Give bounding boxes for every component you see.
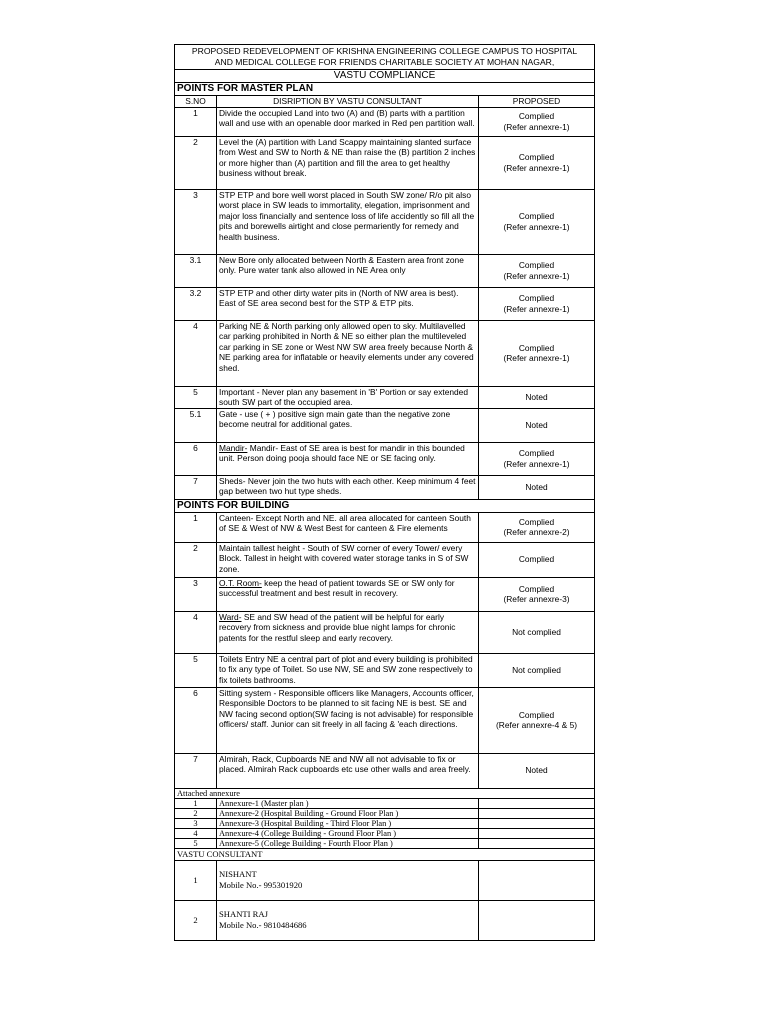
consultant-mobile: Mobile No.- 995301920 (219, 880, 303, 890)
annexure-item-row (175, 838, 595, 848)
item-description-text: STP ETP and other dirty water pits in (North of NW area is best). East of SE area second best for the STP & ETP pits. (219, 287, 459, 308)
item-description-text: Canteen- Except North and NE. all area allocated for canteen South of SE & West of NW & West Best for canteen & Fire elements (219, 512, 471, 533)
annexure-item-row (175, 798, 595, 808)
consultant-heading: VASTU CONSULTANT (175, 848, 595, 860)
item-number: 6 (175, 687, 217, 753)
item-number: 5 (175, 653, 217, 687)
annexure-number: 5 (175, 838, 217, 848)
proposed-status-cell (479, 254, 595, 287)
proposed-status-cell (479, 577, 595, 611)
item-description-text: Parking NE & North parking only allowed open to sky. Multilavelled car parking prohibited in North & NE so either plan the multileveled car parking in SE zone or West NW SW area freely because North & NE parking area for inflatable or heavily elements under any covered shed. (219, 320, 474, 373)
proposed-status: Noted (525, 419, 548, 430)
item-description-text: Important - Never plan any basement in 'B' Portion or say extended south SW part of the occupied area. (219, 386, 468, 407)
proposed-status: Complied (518, 516, 555, 527)
building-heading: POINTS FOR BUILDING (175, 499, 595, 512)
item-description (217, 386, 479, 408)
consultant-name: NISHANT (219, 869, 257, 879)
item-lead-label: Mandir- (219, 442, 248, 453)
item-description-text: Almirah, Rack, Cupboards NE and NW all not advisable to fix or placed. Almirah Rack cupboards etc use other walls and area freely. (219, 753, 471, 774)
item-number: 6 (175, 442, 217, 475)
annexure-title: Annexure-3 (Hospital Building - Third Floor Plan ) (217, 818, 479, 828)
master-plan-item-row (175, 408, 595, 442)
proposed-status: Not complied (512, 664, 561, 675)
item-number: 5 (175, 386, 217, 408)
master-plan-item-row (175, 107, 595, 136)
proposed-status-cell (479, 653, 595, 687)
item-description (217, 512, 479, 542)
item-description-text: New Bore only allocated between North & Eastern area front zone only. Pure water tank also allowed in NE Area only (219, 254, 464, 275)
proposed-status-cell (479, 386, 595, 408)
consultant-row (175, 900, 595, 940)
annexure-empty-cell (479, 838, 595, 848)
item-number: 1 (175, 512, 217, 542)
proposed-status: Complied (518, 260, 555, 270)
proposed-status: Complied (518, 111, 555, 121)
building-item-row (175, 611, 595, 653)
proposed-reference: (Refer annexre-3) (503, 594, 570, 604)
item-description (217, 254, 479, 287)
consultant-number: 2 (175, 900, 217, 940)
column-header-proposed: PROPOSED (479, 96, 595, 108)
item-description-text: STP ETP and bore well worst placed in South SW zone/ R/o pit also worst place in SW leads to immortality, elegation, imprisonment and major loss financially and sentence loss of life accidently so fill all the pits and borewells airtight and close permariently for remedy and health business. (219, 189, 475, 242)
proposed-status: Complied (518, 293, 555, 303)
proposed-status-cell (479, 442, 595, 475)
item-number: 4 (175, 611, 217, 653)
annexure-empty-cell (479, 808, 595, 818)
item-description-text: Toilets Entry NE a central part of plot and every building is prohibited to fix any type of Toilet. So use NW, SE and SW zone respectively to fix toilets bathrooms. (219, 653, 473, 685)
item-number: 3 (175, 577, 217, 611)
item-number: 3.1 (175, 254, 217, 287)
consultant-number: 1 (175, 860, 217, 900)
proposed-reference: (Refer annexre-1) (503, 270, 570, 281)
proposed-reference: (Refer annexre-1) (503, 458, 570, 469)
annexure-empty-cell (479, 818, 595, 828)
document-subtitle: VASTU COMPLIANCE (175, 70, 595, 83)
item-number: 2 (175, 542, 217, 577)
proposed-status: Complied (518, 342, 555, 353)
proposed-reference: (Refer annexre-1) (503, 121, 570, 132)
master-plan-heading: POINTS FOR MASTER PLAN (175, 83, 595, 96)
item-number: 2 (175, 136, 217, 189)
master-plan-item-row (175, 386, 595, 408)
compliance-table (174, 44, 595, 941)
annexure-item-row (175, 808, 595, 818)
master-plan-item-row (175, 254, 595, 287)
item-description-text: Gate - use ( + ) positive sign main gate than the negative zone become neutral for additional gates. (219, 408, 451, 429)
proposed-status: Complied (518, 211, 555, 221)
item-description (217, 753, 479, 788)
column-header-description: DISRIPTION BY VASTU CONSULTANT (217, 96, 479, 108)
proposed-status-cell (479, 475, 595, 499)
item-number: 7 (175, 475, 217, 499)
title-row (175, 45, 595, 70)
item-description-text: Sheds- Never join the two huts with each other. Keep minimum 4 feet gap between two hut type sheds. (219, 475, 476, 496)
proposed-status: Noted (525, 765, 548, 776)
item-description (217, 653, 479, 687)
subtitle-row (175, 70, 595, 83)
proposed-status-cell (479, 107, 595, 136)
consultant-details (217, 900, 479, 940)
annexure-empty-cell (479, 828, 595, 838)
item-description (217, 687, 479, 753)
proposed-reference: (Refer annexre-1) (503, 303, 570, 314)
consultant-heading-row (175, 848, 595, 860)
proposed-status-cell (479, 753, 595, 788)
proposed-status-cell (479, 320, 595, 386)
annexure-title: Annexure-1 (Master plan ) (217, 798, 479, 808)
item-description (217, 611, 479, 653)
item-description (217, 189, 479, 254)
item-description (217, 408, 479, 442)
master-plan-item-row (175, 189, 595, 254)
item-description (217, 107, 479, 136)
master-plan-item-row (175, 442, 595, 475)
item-description (217, 577, 479, 611)
item-number: 5.1 (175, 408, 217, 442)
annexure-item-row (175, 828, 595, 838)
item-number: 4 (175, 320, 217, 386)
compliance-table-body (175, 45, 595, 941)
item-lead-label: Ward- (219, 611, 242, 622)
proposed-status: Noted (525, 391, 548, 402)
item-number: 7 (175, 753, 217, 788)
building-item-row (175, 653, 595, 687)
annexure-number: 2 (175, 808, 217, 818)
item-description-text: Divide the occupied Land into two (A) and (B) parts with a partition wall and use with an openable door marked in Red pen partition wall. (219, 107, 475, 128)
proposed-status-cell (479, 512, 595, 542)
annexure-empty-cell (479, 798, 595, 808)
annexure-heading-row (175, 788, 595, 798)
proposed-status: Complied (518, 448, 555, 458)
title-line-1: PROPOSED REDEVELOPMENT OF KRISHNA ENGINEERING COLLEGE CAMPUS TO HOSPITAL (191, 46, 578, 56)
vastu-compliance-sheet (174, 44, 594, 941)
annexure-title: Annexure-2 (Hospital Building - Ground Floor Plan ) (217, 808, 479, 818)
proposed-status: Noted (525, 481, 548, 492)
proposed-status-cell (479, 287, 595, 320)
proposed-status-cell (479, 611, 595, 653)
item-description (217, 320, 479, 386)
item-number: 3 (175, 189, 217, 254)
proposed-status-cell (479, 189, 595, 254)
annexure-item-row (175, 818, 595, 828)
column-header-sno: S.NO (175, 96, 217, 108)
item-description-text: Sitting system - Responsible officers like Managers, Accounts officer, Responsible Doctors to be planned to sit facing NE is best. SE and NW facing second option(SW facing is not advisable) for responsible officers/ staff. Junior can sit freely in all facing & 'each directions. (219, 687, 474, 729)
master-plan-item-row (175, 320, 595, 386)
proposed-reference: (Refer annexre-1) (503, 162, 570, 173)
proposed-reference: (Refer annexre-1) (503, 221, 570, 232)
item-description-text: Level the (A) partition with Land Scappy maintaining slanted surface from West and SW to North & NE than raise the (B) partition 2 inches or more higher than (A) partition and fill the area to get healthy business without break. (219, 136, 476, 178)
item-description-text: Maintain tallest height - South of SW corner of every Tower/ every Block. Tallest in height with covered water storage tanks in S of SW zone. (219, 542, 469, 574)
annexure-number: 4 (175, 828, 217, 838)
item-description (217, 287, 479, 320)
item-description-text: Mandir- East of SE area is best for mandir in this bounded unit. Person doing pooja should face NE or SE facing only. (219, 442, 465, 463)
consultant-empty-cell (479, 900, 595, 940)
proposed-status-cell (479, 136, 595, 189)
column-header-row (175, 96, 595, 108)
proposed-status-cell (479, 542, 595, 577)
master-plan-item-row (175, 136, 595, 189)
annexure-number: 1 (175, 798, 217, 808)
item-description (217, 475, 479, 499)
proposed-status: Not complied (512, 626, 561, 637)
annexure-number: 3 (175, 818, 217, 828)
proposed-status-cell (479, 408, 595, 442)
building-heading-row (175, 499, 595, 512)
proposed-status: Complied (518, 554, 555, 565)
consultant-details (217, 860, 479, 900)
item-description-text: keep the head of patient towards SE or SW only for successful treatment and best result in recovery. (219, 577, 455, 598)
item-description (217, 136, 479, 189)
proposed-reference: (Refer annexre-1) (503, 353, 570, 363)
master-plan-item-row (175, 475, 595, 499)
building-item-row (175, 753, 595, 788)
item-number: 1 (175, 107, 217, 136)
item-number: 3.2 (175, 287, 217, 320)
proposed-status: Complied (518, 152, 555, 162)
document-title (175, 45, 595, 70)
proposed-reference: (Refer annexre-2) (503, 527, 570, 537)
item-description (217, 442, 479, 475)
building-item-row (175, 512, 595, 542)
item-lead-label: O.T. Room- (219, 577, 262, 588)
proposed-reference: (Refer annexre-4 & 5) (496, 720, 578, 730)
consultant-name: SHANTI RAJ (219, 909, 268, 919)
consultant-mobile: Mobile No.- 9810484686 (219, 920, 307, 930)
annexure-title: Annexure-5 (College Building - Fourth Floor Plan ) (217, 838, 479, 848)
master-plan-item-row (175, 287, 595, 320)
master-plan-heading-row (175, 83, 595, 96)
proposed-status-cell (479, 687, 595, 753)
title-line-2: AND MEDICAL COLLEGE FOR FRIENDS CHARITABLE SOCIETY AT MOHAN NAGAR, (214, 57, 555, 67)
consultant-empty-cell (479, 860, 595, 900)
item-description-text: SE and SW head of the patient will be helpful for early recovery from sickness and provide blue night lamps for chronic patents for the restful sleep and early recovery. (219, 611, 456, 643)
proposed-status: Complied (518, 709, 555, 720)
building-item-row (175, 577, 595, 611)
annexure-title: Annexure-4 (College Building - Ground Floor Plan ) (217, 828, 479, 838)
proposed-status: Complied (518, 583, 555, 594)
annexure-heading: Attached annexure (175, 788, 595, 798)
building-item-row (175, 542, 595, 577)
building-item-row (175, 687, 595, 753)
consultant-row (175, 860, 595, 900)
item-description (217, 542, 479, 577)
